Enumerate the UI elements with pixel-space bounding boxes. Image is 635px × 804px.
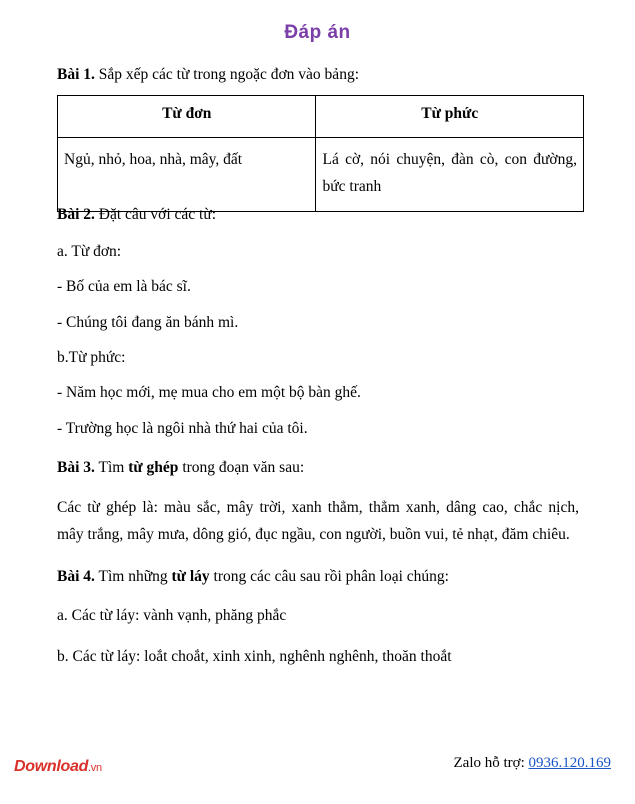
bai3-text-after: trong đoạn văn sau: <box>178 459 305 476</box>
bai2-b-label: b.Từ phức: <box>57 349 126 366</box>
zalo-label: Zalo hỗ trợ: <box>453 755 529 771</box>
page-title: Đáp án <box>284 22 351 43</box>
bai2-label: Bài 2. <box>57 206 95 223</box>
bai3-answer-line: Các từ ghép là: màu sắc, mây trời, xanh thẳm, thẳm xanh, dâng cao, chắc nịch, <box>57 499 579 516</box>
bai4-label: Bài 4. <box>57 568 95 585</box>
zalo-support <box>454 755 612 772</box>
table-cell: Lá cờ, nói chuyện, đàn cò, con đường, bức tranh <box>316 138 584 212</box>
list-item: - Năm học mới, mẹ mua cho em một bộ bàn ghế. <box>57 384 361 401</box>
bai2-heading <box>57 206 216 224</box>
table-header-cell: Từ đơn <box>58 96 316 138</box>
table-header-cell: Từ phức <box>316 96 584 138</box>
table-cell: Ngủ, nhỏ, hoa, nhà, mây, đất <box>58 138 316 212</box>
bai4-b: b. Các từ láy: loắt choắt, xinh xinh, nghênh nghênh, thoăn thoắt <box>57 648 452 665</box>
bai3-heading <box>57 459 304 477</box>
bai4-bold: từ láy <box>171 568 210 585</box>
bai4-a: a. Các từ láy: vành vạnh, phăng phắc <box>57 607 287 624</box>
bai4-text-after: trong các câu sau rồi phân loại chúng: <box>209 568 449 585</box>
download-logo[interactable] <box>14 758 102 776</box>
list-item: - Trường học là ngôi nhà thứ hai của tôi. <box>57 420 308 437</box>
word-table <box>57 95 584 212</box>
logo-suffix: .vn <box>88 762 102 774</box>
list-item: - Chúng tôi đang ăn bánh mì. <box>57 314 239 331</box>
table-row <box>58 138 584 212</box>
bai3-answer-line: mây trắng, mây mưa, dông gió, đục ngầu, con người, buồn vui, tẻ nhạt, đăm chiêu. <box>57 526 570 543</box>
bai1-text: Sắp xếp các từ trong ngoặc đơn vào bảng: <box>94 66 359 83</box>
bai1-heading <box>57 66 359 84</box>
bai3-label: Bài 3. <box>57 459 95 476</box>
bai4-heading <box>57 568 449 586</box>
list-item: - Bố của em là bác sĩ. <box>57 278 191 295</box>
bai4-text-before: Tìm những <box>94 568 172 585</box>
bai3-bold: từ ghép <box>128 459 179 476</box>
bai2-text: Đặt câu với các từ: <box>94 206 217 223</box>
logo-text: Download <box>14 758 89 775</box>
table-header-row <box>58 96 584 138</box>
bai1-label: Bài 1. <box>57 66 95 83</box>
bai3-text-before: Tìm <box>94 459 129 476</box>
zalo-phone-link[interactable]: 0936.120.169 <box>528 755 611 771</box>
bai2-a-label: a. Từ đơn: <box>57 243 122 260</box>
